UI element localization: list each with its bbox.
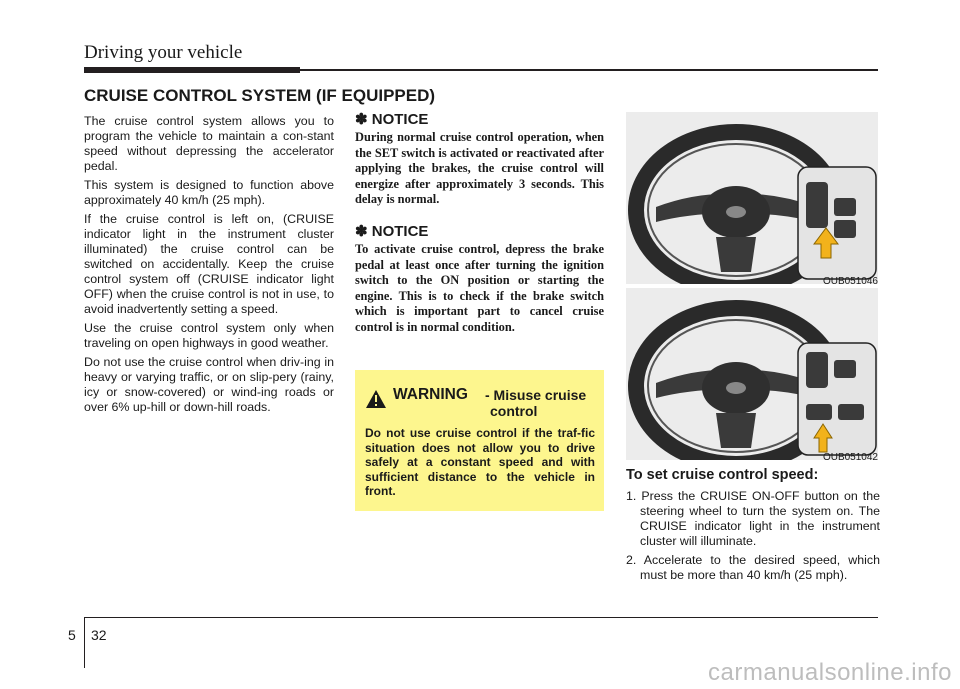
warning-box (355, 370, 604, 511)
chapter-number: 5 (68, 627, 76, 643)
watermark-text: carmanualsonline.info (708, 659, 952, 686)
steering-wheel-image-type-a (626, 112, 878, 284)
list-item: 2. Accelerate to the desired speed, which must be more than 40 km/h (25 mph). (626, 553, 880, 582)
list-item: 1. Press the CRUISE ON-OFF button on the steering wheel to turn the system on. The CRUISE indicator light in the instrument cluster will illuminate. (626, 489, 880, 548)
paragraph: This system is designed to function above approximately 40 km/h (25 mph). (84, 178, 334, 207)
warning-triangle-icon (365, 389, 387, 409)
steering-wheel-image-type-b (626, 288, 878, 460)
notice-heading: ✽ NOTICE (355, 222, 429, 240)
paragraph: Do not use the cruise control when driv-ing in heavy or varying traffic, or on slip-pery (rainy, icy or snow-covered) or wind-ing roads or over 6% up-hill or down-hill roads. (84, 355, 334, 414)
paragraph: If the cruise control is left on, (CRUISE indicator light in the instrument cluster illuminated) the cruise control can be switched on accidentally. Keep the cruise control system off (CRUISE indicator light OFF) when the cruise control is not in use, to avoid inadvertently setting a speed. (84, 212, 334, 316)
warning-label: WARNING (393, 386, 468, 403)
notice-column (355, 110, 604, 350)
procedure-column (626, 467, 880, 587)
paragraph: Use the cruise control system only when traveling on open highways in good weather. (84, 321, 334, 350)
header-rule-thin (300, 69, 878, 71)
page-header-title: Driving your vehicle (84, 42, 243, 63)
procedure-steps (626, 489, 880, 583)
warning-title-cont: control (490, 403, 538, 419)
steering-wheel-illustration (626, 288, 878, 460)
page-number: 32 (91, 627, 107, 643)
figure-code-type-a: OUB051046 (822, 276, 878, 287)
footer-rule (84, 617, 878, 618)
footer-divider (84, 618, 85, 668)
warning-title: - Misuse cruise (485, 387, 587, 403)
paragraph: The cruise control system allows you to program the vehicle to maintain a con-stant speed without depressing the accelerator pedal. (84, 114, 334, 173)
warning-body: Do not use cruise control if the traf-fic situation does not allow you to drive safely at a constant speed and with sufficient distance to the vehicle in front. (365, 426, 595, 498)
section-title: CRUISE CONTROL SYSTEM (IF EQUIPPED) (84, 86, 436, 105)
procedure-heading: To set cruise control speed: (626, 467, 819, 483)
header-rule-thick (84, 67, 300, 73)
notice-heading: ✽ NOTICE (355, 111, 429, 128)
notice-body: During normal cruise control operation, when the SET switch is activated or reactivated after applying the brakes, the cruise control will energize after approximately 3 seconds. This delay is normal. (355, 130, 604, 207)
intro-column (84, 114, 334, 419)
notice-body: To activate cruise control, depress the brake pedal at least once after turning the ignition switch to the ON position or starting the engine. This is to check if the brake switch which is important part to cancel cruise control is in normal condition. (355, 241, 604, 334)
figure-code-type-b: OUB051042 (822, 452, 878, 463)
steering-wheel-illustration (626, 112, 878, 284)
